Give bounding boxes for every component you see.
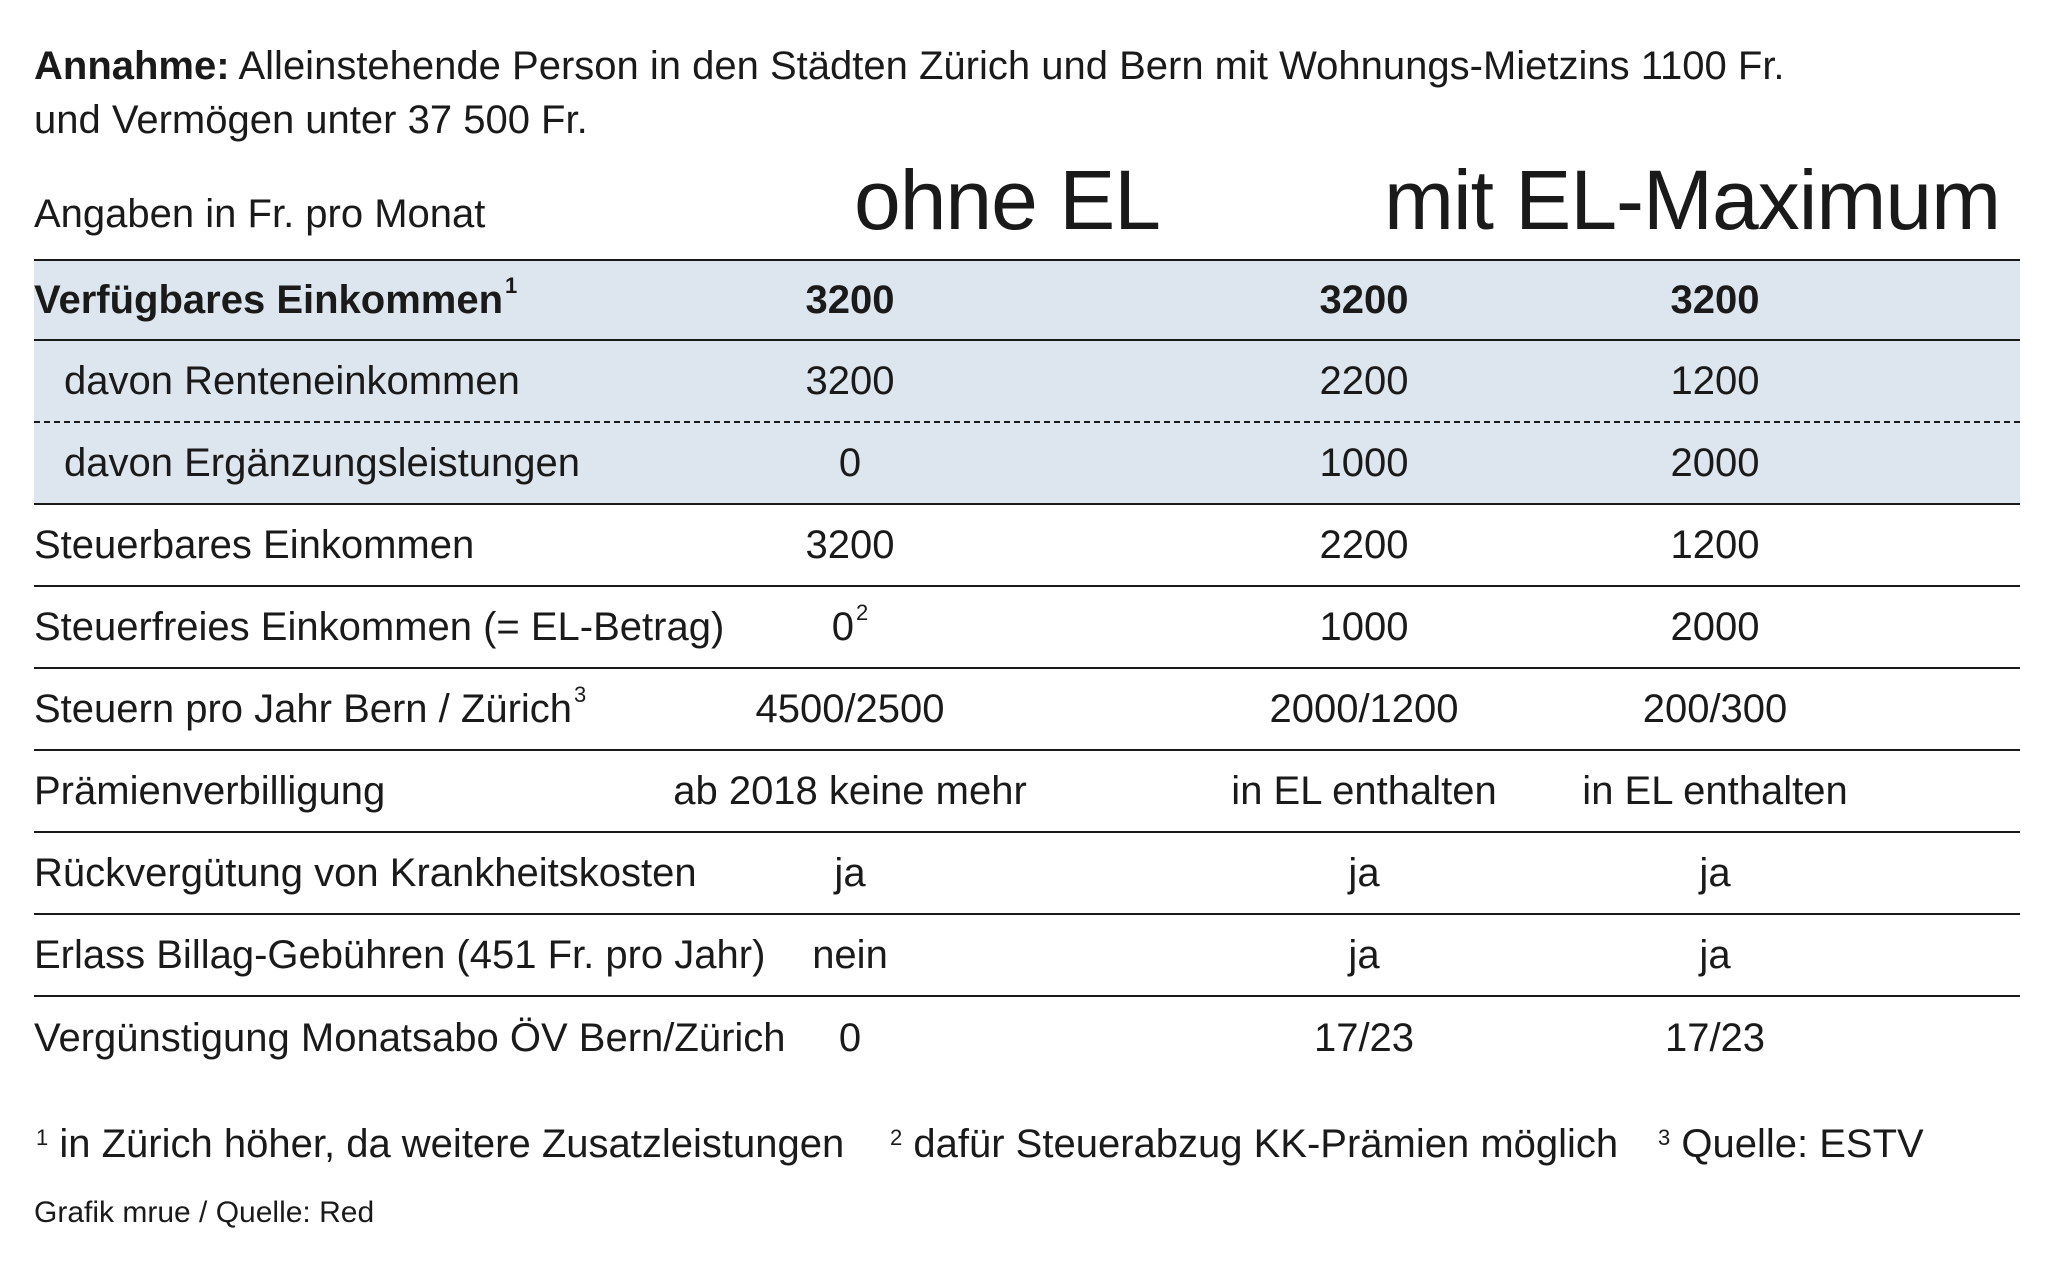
cell-mit-el-b: ja — [1699, 850, 1731, 895]
cell-ohne-el: 4500/2500 — [755, 686, 945, 731]
row-label: davon Ergänzungsleistungen — [64, 440, 580, 485]
cell-mit-el-b: 3200 — [1670, 277, 1760, 322]
table-row — [34, 751, 2020, 833]
table-row — [34, 259, 2020, 341]
cell-mit-el-b: ja — [1699, 932, 1731, 977]
header-mit-el-maximum: mit EL-Maximum — [1384, 153, 2001, 247]
cell-mit-el-a: 3200 — [1319, 277, 1409, 322]
footnote-mark: 2 — [856, 600, 869, 625]
cell-mit-el-a: ja — [1348, 850, 1380, 895]
cell-mit-el-a: 2000/1200 — [1269, 686, 1459, 731]
table-row — [34, 587, 2020, 669]
cell-mit-el-b: 2000 — [1670, 604, 1760, 649]
footnote-3: $^3$ Quelle: ESTV — [1658, 1122, 1924, 1166]
footnote-1: $^1$ in Zürich höher, da weitere Zusatzleistungen — [36, 1122, 845, 1166]
table-row — [34, 669, 2020, 751]
footnote-mark: 3 — [574, 682, 587, 707]
row-label: Erlass Billag-Gebühren (451 Fr. pro Jahr) — [34, 932, 766, 977]
cell-mit-el-a: 17/23 — [1313, 1015, 1415, 1060]
footnote-mark: 1 — [505, 273, 518, 298]
footnote-2: $^2$ dafür Steuerabzug KK-Prämien möglich — [890, 1122, 1619, 1166]
row-label: Steuern pro Jahr Bern / Zürich $^3$ — [34, 682, 587, 731]
row-label: Verfügbares Einkommen $^1$ — [34, 273, 518, 322]
row-label: Vergünstigung Monatsabo ÖV Bern/Zürich — [34, 1015, 786, 1060]
cell-ohne-el: nein — [812, 932, 888, 977]
header-ohne-el: ohne EL — [854, 153, 1160, 247]
cell-ohne-el: 3200 — [805, 277, 895, 322]
cell-mit-el-b: 1200 — [1670, 522, 1760, 567]
table-row — [34, 505, 2020, 587]
row-label: Steuerfreies Einkommen (= EL-Betrag) — [34, 604, 725, 649]
cell-mit-el-a: ja — [1348, 932, 1380, 977]
table-row — [34, 833, 2020, 915]
comparison-table — [34, 259, 2020, 1079]
table-row — [34, 915, 2020, 997]
cell-mit-el-b: 2000 — [1670, 440, 1760, 485]
cell-mit-el-b: 1200 — [1670, 358, 1760, 403]
graphic-credit: Grafik mrue / Quelle: Red — [34, 1196, 375, 1229]
cell-mit-el-b: in EL enthalten — [1582, 768, 1848, 813]
cell-mit-el-a: in EL enthalten — [1231, 768, 1497, 813]
table-row — [34, 997, 2020, 1079]
cell-ohne-el: 0 $^2$ — [831, 600, 869, 649]
cell-mit-el-a: 1000 — [1319, 604, 1409, 649]
cell-ohne-el: 0 — [838, 440, 862, 485]
cell-mit-el-a: 2200 — [1319, 522, 1409, 567]
cell-ohne-el: 3200 — [805, 358, 895, 403]
cell-mit-el-b: 17/23 — [1664, 1015, 1766, 1060]
units-label: Angaben in Fr. pro Monat — [34, 192, 486, 236]
footnote-mark: 3 — [1658, 1125, 1671, 1150]
table-row — [34, 423, 2020, 505]
cell-mit-el-a: 1000 — [1319, 440, 1409, 485]
cell-mit-el-b: 200/300 — [1642, 686, 1788, 731]
footnote-mark: 2 — [890, 1125, 903, 1150]
assumption-label: Annahme: — [34, 44, 230, 88]
row-label: davon Renteneinkommen — [64, 358, 520, 403]
cell-mit-el-a: 2200 — [1319, 358, 1409, 403]
cell-ohne-el: ab 2018 keine mehr — [673, 768, 1027, 813]
assumption-line-1 — [34, 40, 1785, 92]
assumption-line-2: und Vermögen unter 37 500 Fr. — [34, 98, 588, 142]
table-row — [34, 341, 2020, 423]
row-label: Prämienverbilligung — [34, 768, 386, 813]
assumption-text: Alleinstehende Person in den Städten Zürich und Bern mit Wohnungs-Mietzins 1100 Fr. — [229, 44, 1785, 88]
cell-ohne-el: ja — [834, 850, 866, 895]
row-label: Steuerbares Einkommen — [34, 522, 475, 567]
footnote-mark: 1 — [36, 1125, 49, 1150]
row-label: Rückvergütung von Krankheitskosten — [34, 850, 697, 895]
cell-ohne-el: 3200 — [805, 522, 895, 567]
cell-ohne-el: 0 — [838, 1015, 862, 1060]
